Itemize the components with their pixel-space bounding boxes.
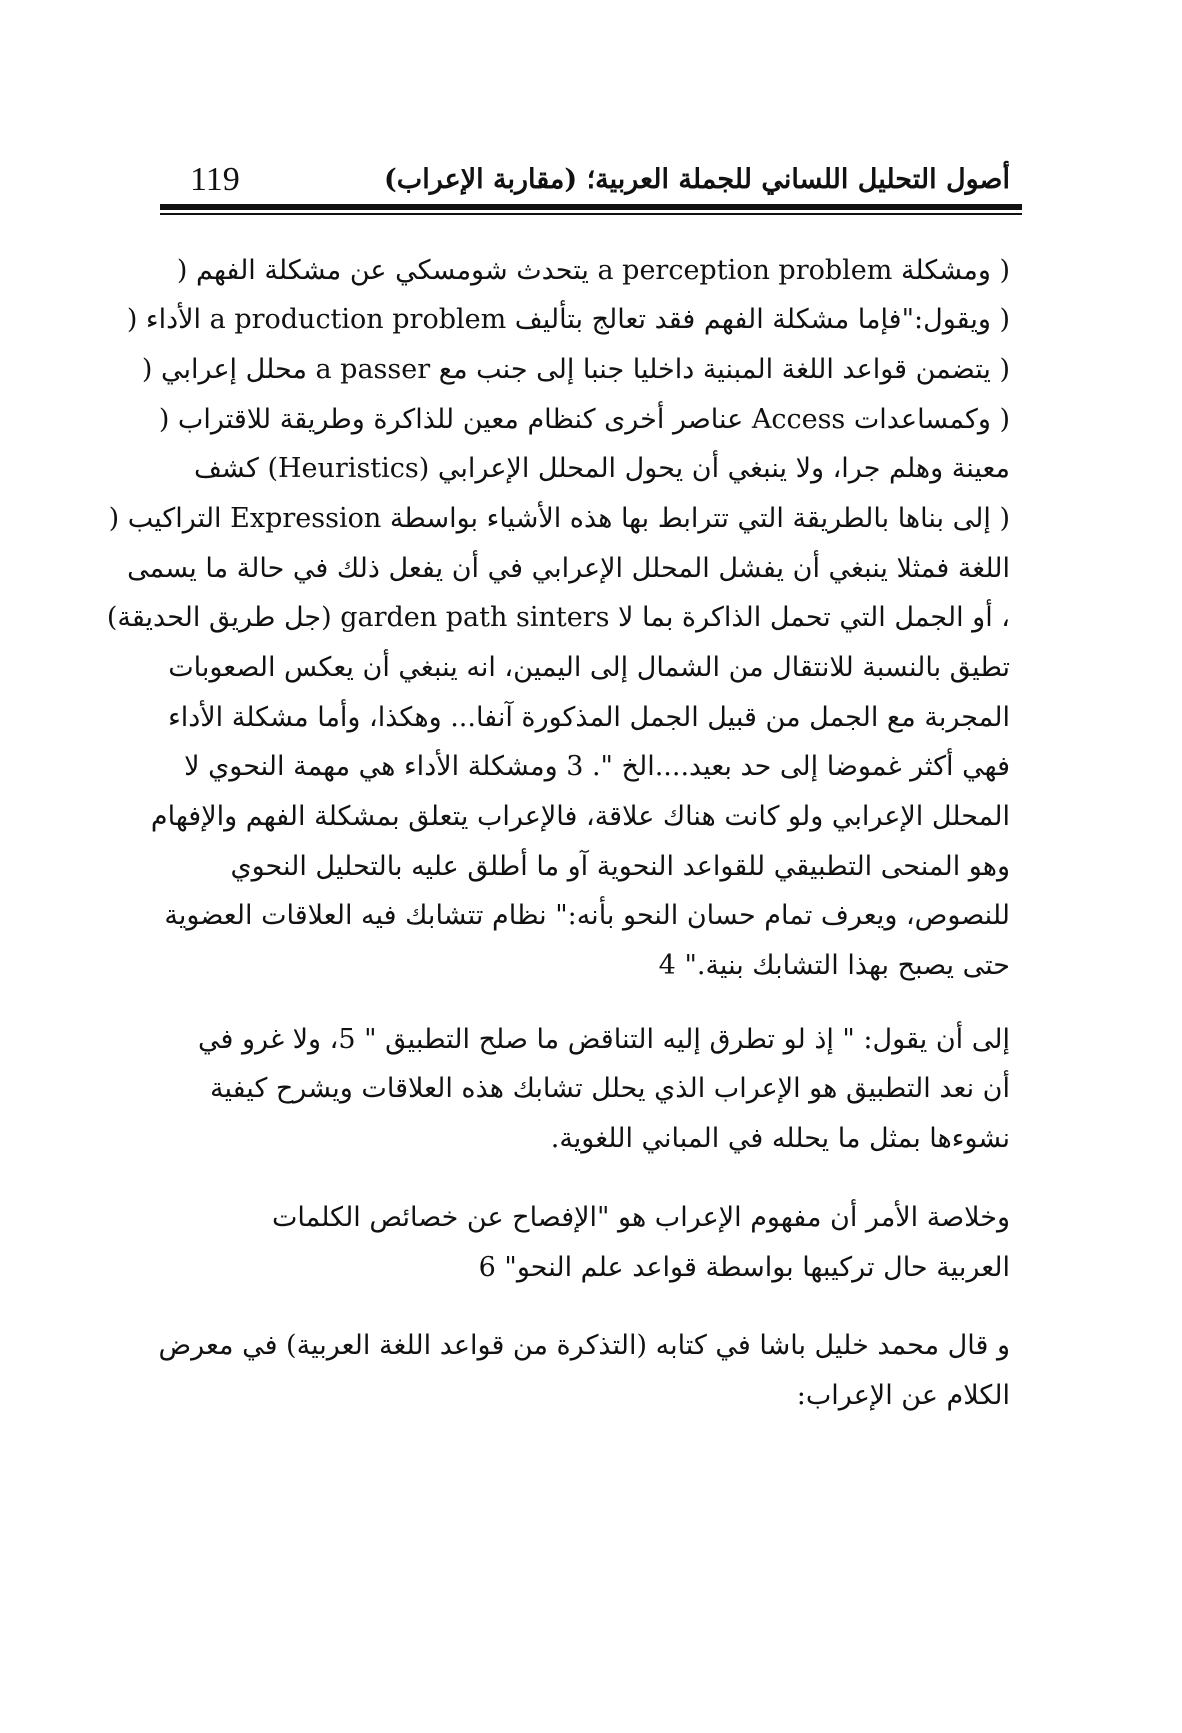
- header-rule-thin: [160, 213, 1022, 215]
- text-line: نشوءها بمثل ما يحلله في المباني اللغوية.: [550, 1123, 1010, 1154]
- text-line: للنصوص، ويعرف تمام حسان النحو بأنه:" نظام تتشابك فيه العلاقات العضوية: [164, 900, 1010, 931]
- text-line: و قال محمد خليل باشا في كتابه (التذكرة من قواعد اللغة العربية) في معرض: [158, 1330, 1010, 1361]
- text-line: فهي أكثر غموضا إلى حد بعيد....الخ ". 3 ومشكلة الأداء هي مهمة النحوي لا: [184, 751, 1010, 782]
- text-line: ( يتضمن قواعد اللغة المبنية داخليا جنبا إلى جنب مع a passer محلل إعرابي (: [141, 354, 1010, 385]
- running-title: أصول التحليل اللساني للجملة العربية؛ (مقاربة الإعراب): [384, 164, 1010, 195]
- text-line: ، أو الجمل التي تحمل الذاكرة بما لا garden path sinters (جل طريق الحديقة): [106, 602, 1010, 633]
- text-line: المجربة مع الجمل من قبيل الجمل المذكورة آنفا... وهكذا، وأما مشكلة الأداء: [168, 702, 1010, 733]
- text-line: ( ومشكلة a perception problem يتحدث شومسكي عن مشكلة الفهم (: [176, 255, 1010, 286]
- text-line: ( إلى بناها بالطريقة التي تترابط بها هذه الأشياء بواسطة Expression التراكيب (: [108, 503, 1010, 534]
- text-line: ( وكمساعدات Access عناصر أخرى كنظام معين للذاكرة وطريقة للاقتراب (: [158, 404, 1010, 435]
- text-line: إلى أن يقول: " إذ لو تطرق إليه التناقض ما صلح التطبيق " 5، ولا غرو في: [198, 1024, 1010, 1055]
- text-line: أن نعد التطبيق هو الإعراب الذي يحلل تشابك هذه العلاقات ويشرح كيفية: [210, 1073, 1010, 1104]
- text-line: المحلل الإعرابي ولو كانت هناك علاقة، فالإعراب يتعلق بمشكلة الفهم والإفهام: [150, 801, 1010, 832]
- text-line: معينة وهلم جرا، ولا ينبغي أن يحول المحلل الإعرابي (Heuristics) كشف: [193, 453, 1010, 484]
- text-line: ( ويقول:"فإما مشكلة الفهم فقد تعالج بتأليف a production problem الأداء (: [126, 304, 1010, 335]
- text-line: اللغة فمثلا ينبغي أن يفشل المحلل الإعرابي في أن يفعل ذلك في حالة ما يسمى: [127, 553, 1010, 584]
- header-rule-thick: [160, 204, 1022, 210]
- text-line: وهو المنحى التطبيقي للقواعد النحوية آو ما أطلق عليه بالتحليل النحوي: [230, 851, 1010, 882]
- text-line: تطيق بالنسبة للانتقال من الشمال إلى اليمين، انه ينبغي أن يعكس الصعوبات: [168, 652, 1010, 683]
- text-line: حتى يصبح بهذا التشابك بنية." 4: [658, 950, 1010, 981]
- text-line: العربية حال تركيبها بواسطة قواعد علم النحو" 6: [478, 1252, 1010, 1283]
- page-number: 119: [190, 161, 240, 198]
- text-line: وخلاصة الأمر أن مفهوم الإعراب هو "الإفصاح عن خصائص الكلمات: [271, 1202, 1010, 1233]
- text-line: الكلام عن الإعراب:: [796, 1380, 1010, 1411]
